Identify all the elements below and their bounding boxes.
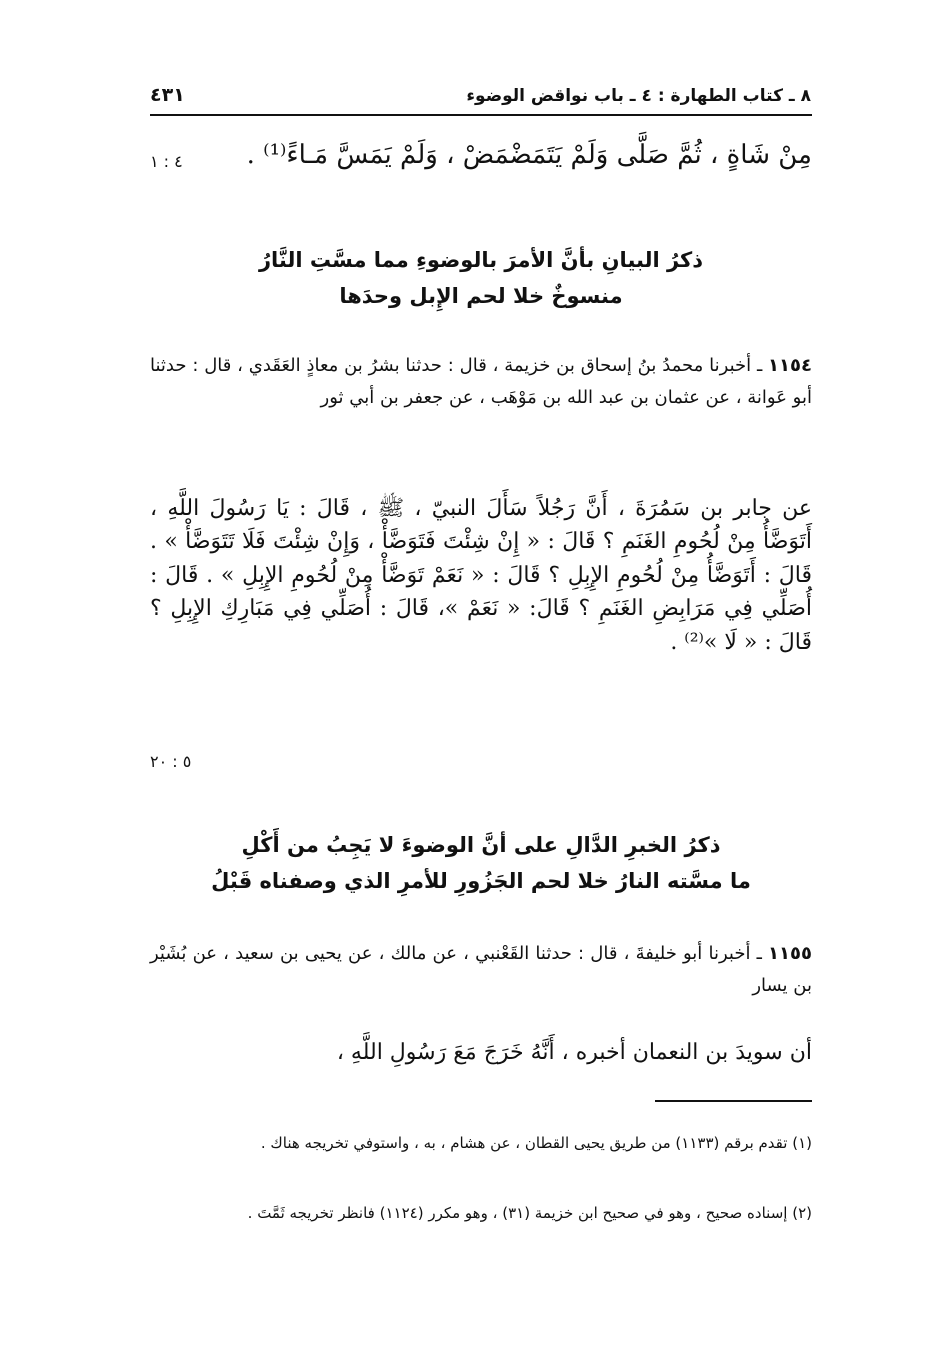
isnad-text: ـ أخبرنا محمدُ بنُ إسحاق بن خزيمة ، قال : حدثنا بشرُ بن معاذٍ العَقَدي ، قال : حدثنا أبو عَوانة ، عن عثمان بن عبد الله بن مَوْهَب ، عن جعفر بن أبي ثور <box>150 355 812 408</box>
section-heading <box>150 243 812 314</box>
section-heading-line: ذكرُ البيانِ بأنَّ الأمرَ بالوضوءِ مما مسَّتِ النَّارُ <box>258 248 704 272</box>
footnote-marker: (١) <box>792 1134 812 1152</box>
section-heading <box>150 828 812 899</box>
footnote <box>150 1130 812 1156</box>
section-heading-line: منسوخٌ خلا لحم الإِبل وحدَها <box>339 283 623 308</box>
margin-reference: ٥ : ٢٠ <box>150 752 192 771</box>
header-divider <box>150 114 812 116</box>
hadith-number: ١١٥٥ <box>768 943 812 964</box>
section-heading-line: ذكرُ الخبرِ الدَّالِ على أنَّ الوضوءَ لا يَجِبُ من أَكْلِ <box>241 833 721 857</box>
isnad-chain <box>150 350 812 413</box>
section-heading-line: ما مسَّته النارُ خلا لحم الجَزُورِ للأمرِ الذي وصفناه قَبْلُ <box>211 868 751 893</box>
hadith-number: ١١٥٤ <box>768 355 812 376</box>
isnad-chain <box>150 938 812 1001</box>
isnad-text: ـ أخبرنا أبو خليفةَ ، قال : حدثنا القَعْنبي ، عن مالك ، عن يحيى بن سعيد ، عن بُشَيْر بن يسار <box>150 943 812 996</box>
continued-hadith-text: مِنْ شَاةٍ ، ثُمَّ صَلَّى وَلَمْ يَتَمَضْمَضْ ، وَلَمْ يَمَسَّ مَـاءً⁽¹⁾ . <box>246 140 812 170</box>
hadith-text: أن سويدَ بن النعمان أخبره ، أَنَّهُ خَرَجَ مَعَ رَسُولِ اللَّهِ ، <box>336 1040 812 1065</box>
footnote-marker: (٢) <box>792 1204 812 1222</box>
margin-reference: ٤ : ١ <box>150 152 183 171</box>
footnote-text: تقدم برقم (١١٣٣) من طريق يحيى القطان ، عن هشام ، به ، واستوفي تخريجه هناك . <box>260 1134 788 1152</box>
hadith-text: عن جابر بن سَمُرَةَ ، أَنَّ رَجُلاً سَأَلَ النبيّ ، ﷺ ، قَالَ : يَا رَسُولَ اللَّهِ ، أَتَوَضَّأُ مِنْ لُحُومِ الغَنَمِ ؟ قَالَ : « إِنْ شِئْتَ فَتَوَضَّأْ ، وَإِنْ شِئْتَ فَلَا تَتَوَضَّأْ » . قَالَ : أَتَوَضَّأُ مِنْ لُحُومِ الإِبِلِ ؟ قَالَ : « نَعَمْ تَوَضَّأْ مِنْ لُحُومِ الإِبِلِ » . قَالَ : أُصَلِّي فِي مَرَابِضِ الغَنَمِ ؟ قَالَ: « نَعَمْ »، قَالَ : أُصَلِّي فِي مَبَارِكِ الإِبِلِ ؟ قَالَ : « لَا »⁽²⁾ . <box>150 496 812 655</box>
footnote <box>150 1200 812 1226</box>
page-number: ٤٣١ <box>150 84 185 106</box>
running-header-title: ٨ ـ كتاب الطهارة : ٤ ـ باب نواقض الوضوء <box>466 86 811 106</box>
footnote-divider <box>655 1100 812 1102</box>
footnote-text: إسناده صحيح ، وهو في صحيح ابن خزيمة (٣١) ، وهو مكرر (١١٢٤) فانظر تخريجه ثَمَّتَ . <box>247 1204 788 1222</box>
